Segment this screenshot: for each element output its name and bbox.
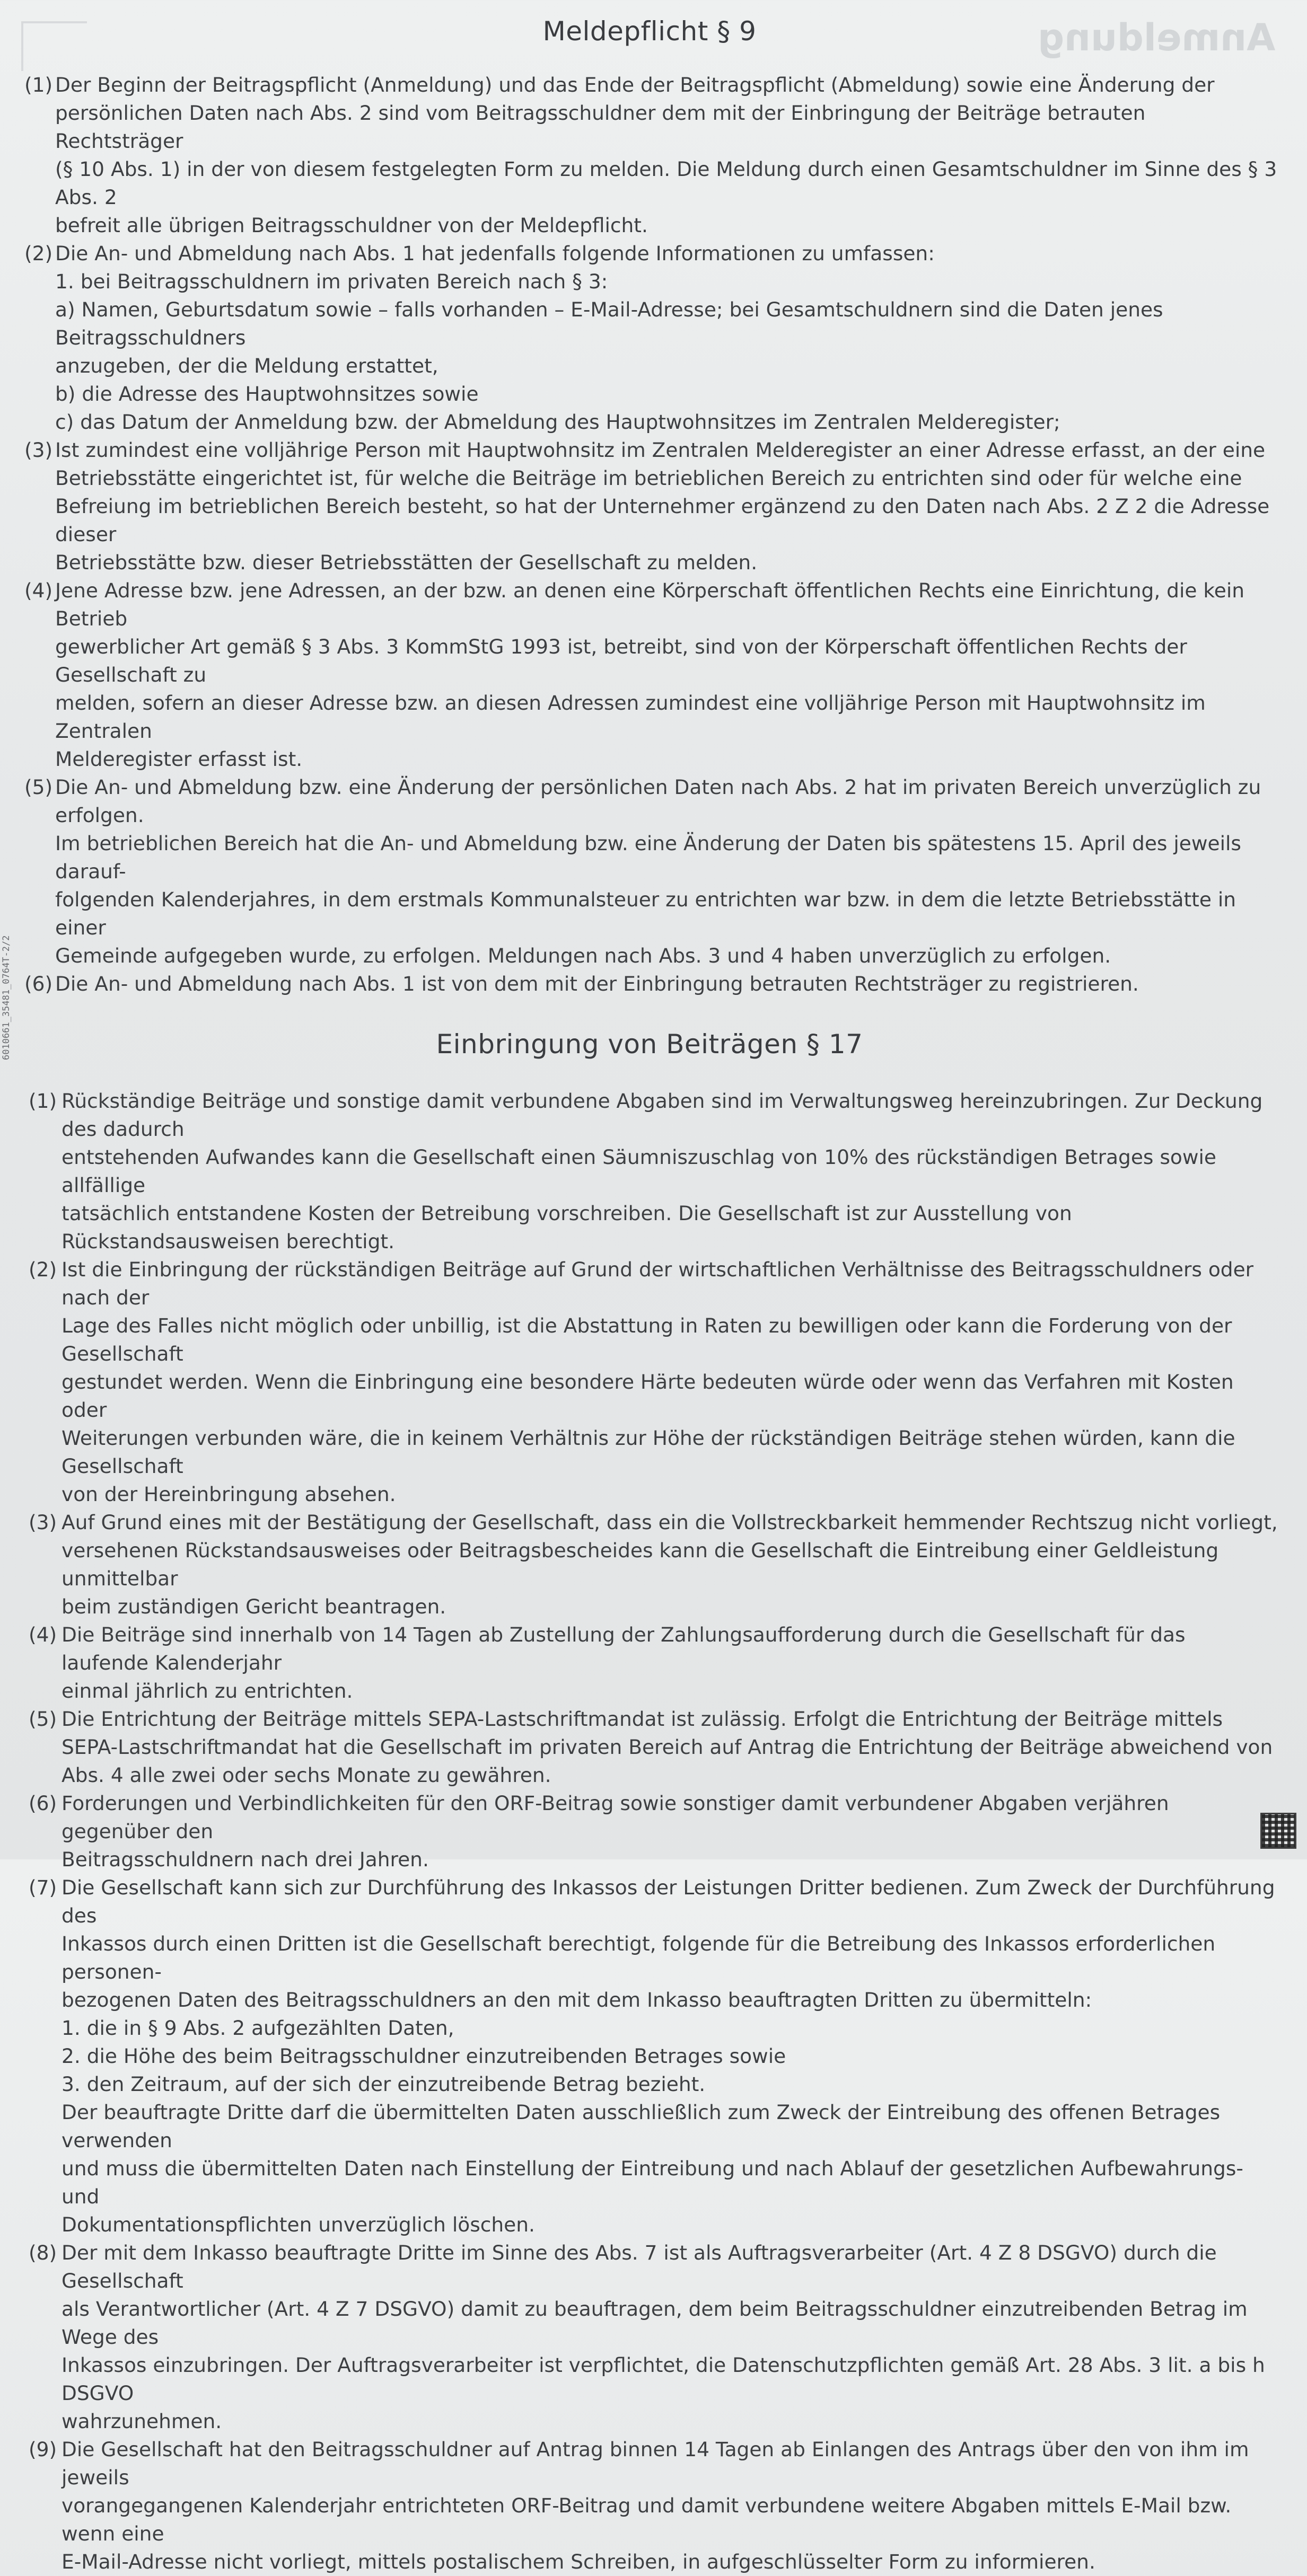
paragraph-line: Die Beiträge sind innerhalb von 14 Tagen ab Zustellung der Zahlungsaufforderung durch die Gesellschaft für das laufende Kalenderjahr <box>62 1623 1186 1674</box>
paragraph <box>21 577 1278 773</box>
section-title-meldepflicht: Meldepflicht § 9 <box>542 16 757 47</box>
paragraph <box>21 1621 1278 1705</box>
paragraph-line: 3. den Zeitraum, auf der sich der einzutreibende Betrag bezieht. <box>62 2072 706 2096</box>
paragraph-number: (2) <box>24 242 53 265</box>
paragraph-number: (1) <box>24 73 53 96</box>
paragraph-number: (2) <box>29 1258 57 1281</box>
paragraph-number: (6) <box>24 972 53 995</box>
paragraph-line: Die Gesellschaft kann sich zur Durchführung des Inkassos der Leistungen Dritter bedienen. Zum Zweck der Durchführung des <box>62 1876 1275 1927</box>
paragraph-line: Betriebsstätte eingerichtet ist, für welche die Beiträge im betrieblichen Bereich zu entrichten sind oder für welche eine <box>55 466 1242 490</box>
paragraph-line: Gemeinde aufgegeben wurde, zu erfolgen. Meldungen nach Abs. 3 und 4 haben unverzüglich zu erfolgen. <box>55 944 1111 967</box>
paragraph-line: von der Hereinbringung absehen. <box>62 1483 396 1506</box>
paragraph-line: 1. die in § 9 Abs. 2 aufgezählten Daten, <box>62 2016 454 2040</box>
paragraph-line: Auf Grund eines mit der Bestätigung der Gesellschaft, dass ein die Vollstreckbarkeit hemmender Rechtszug nicht vorliegt, <box>62 1511 1278 1534</box>
paragraph <box>21 773 1278 970</box>
paragraph-line: (§ 10 Abs. 1) in der von diesem festgelegten Form zu melden. Die Meldung durch einen Gesamtschuldner im Sinne des § 3 Abs. 2 <box>55 157 1277 209</box>
paragraph-line: Melderegister erfasst ist. <box>55 747 303 771</box>
paragraph-line: anzugeben, der die Meldung erstattet, <box>55 354 438 377</box>
side-reference-code: 6010661_35481_0764T-2/2 <box>1 935 12 1060</box>
datamatrix-code <box>1260 1813 1296 1849</box>
paragraph-line: c) das Datum der Anmeldung bzw. der Abmeldung des Hauptwohnsitzes im Zentralen Melderegister; <box>55 410 1060 434</box>
paragraph-line: Im betrieblichen Bereich hat die An- und Abmeldung bzw. eine Änderung der Daten bis spätestens 15. April des jeweils darauf- <box>55 832 1241 883</box>
paragraph-line: wahrzunehmen. <box>62 2410 222 2433</box>
paragraph-line: gestundet werden. Wenn die Einbringung eine besondere Härte bedeuten würde oder wenn das Verfahren mit Kosten oder <box>62 1370 1234 1422</box>
paragraph-line: Ist zumindest eine volljährige Person mit Hauptwohnsitz im Zentralen Melderegister an einer Adresse erfasst, an der eine <box>55 438 1266 462</box>
paragraph-line: 1. bei Beitragsschuldnern im privaten Bereich nach § 3: <box>55 270 608 293</box>
paragraph-line: melden, sofern an dieser Adresse bzw. an diesen Adressen zumindest eine volljährige Person mit Hauptwohnsitz im Zentralen <box>55 691 1206 743</box>
paragraph-line: Lage des Falles nicht möglich oder unbillig, ist die Abstattung in Raten zu bewilligen oder kann die Forderung von der Gesellschaft <box>62 1314 1232 1365</box>
paragraph-line: versehenen Rückstandsausweises oder Beitragsbescheides kann die Gesellschaft die Eintreibung einer Geldleistung unmittelbar <box>62 1539 1219 1590</box>
paragraph-line: Betriebsstätte bzw. dieser Betriebsstätten der Gesellschaft zu melden. <box>55 551 758 574</box>
paragraph-line: vorangegangenen Kalenderjahr entrichteten ORF-Beitrag und damit verbundene weitere Abgaben mittels E-Mail bzw. wenn eine <box>62 2494 1232 2545</box>
paragraph-line: Abs. 4 alle zwei oder sechs Monate zu gewähren. <box>62 1763 551 1787</box>
paragraph-line: tatsächlich entstandene Kosten der Betreibung vorschreiben. Die Gesellschaft ist zur Ausstellung von Rückstandsausweisen berechtigt. <box>62 1202 1072 1253</box>
paragraph-line: b) die Adresse des Hauptwohnsitzes sowie <box>55 382 479 405</box>
paragraph-line: Der mit dem Inkasso beauftragte Dritte im Sinne des Abs. 7 ist als Auftragsverarbeiter (Art. 4 Z 8 DSGVO) durch die Gesellschaft <box>62 2241 1217 2292</box>
paragraph <box>21 1789 1278 1874</box>
paragraph-number: (5) <box>24 775 53 799</box>
paragraph-line: a) Namen, Geburtsdatum sowie – falls vorhanden – E-Mail-Adresse; bei Gesamtschuldnern sind die Daten jenes Beitragsschuldners <box>55 298 1163 349</box>
paragraph-number: (4) <box>24 579 53 602</box>
paragraph <box>21 1705 1278 1789</box>
section-einbringung <box>21 1087 1278 2576</box>
paragraph-number: (5) <box>29 1707 57 1731</box>
paragraph-line: Die An- und Abmeldung nach Abs. 1 ist von dem mit der Einbringung betrauten Rechtsträger zu registrieren. <box>55 972 1139 995</box>
paragraph <box>21 1874 1278 2239</box>
paragraph <box>21 240 1278 436</box>
paragraph <box>21 2239 1278 2436</box>
paragraph-number: (9) <box>29 2438 57 2461</box>
paragraph-line: Die An- und Abmeldung bzw. eine Änderung der persönlichen Daten nach Abs. 2 hat im privaten Bereich unverzüglich zu erfolgen. <box>55 775 1261 827</box>
paragraph-line: Inkassos einzubringen. Der Auftragsverarbeiter ist verpflichtet, die Datenschutzpflichten gemäß Art. 28 Abs. 3 lit. a bis h DSGVO <box>62 2353 1265 2405</box>
paragraph-line: Der Beginn der Beitragspflicht (Anmeldung) und das Ende der Beitragspflicht (Abmeldung) sowie eine Änderung der <box>55 73 1215 96</box>
paragraph-line: persönlichen Daten nach Abs. 2 sind vom Beitragsschuldner dem mit der Einbringung der Beiträge betrauten Rechtsträger <box>55 101 1146 153</box>
show-through-title: Anmeldung <box>1037 16 1275 59</box>
paragraph <box>21 1087 1278 1256</box>
section-meldepflicht <box>21 71 1278 998</box>
paragraph-line: und muss die übermittelten Daten nach Einstellung der Eintreibung und nach Ablauf der gesetzlichen Aufbewahrungs- und <box>62 2157 1243 2208</box>
paragraph <box>21 970 1278 998</box>
paragraph <box>21 436 1278 577</box>
paragraph-line: Die An- und Abmeldung nach Abs. 1 hat jedenfalls folgende Informationen zu umfassen: <box>55 242 935 265</box>
paragraph-line: beim zuständigen Gericht beantragen. <box>62 1595 446 1618</box>
paragraph-line: Forderungen und Verbindlichkeiten für den ORF-Beitrag sowie sonstiger damit verbundener Abgaben verjähren gegenüber den <box>62 1792 1169 1843</box>
paragraph-number: (6) <box>29 1792 57 1815</box>
paragraph-line: Befreiung im betrieblichen Bereich besteht, so hat der Unternehmer ergänzend zu den Daten nach Abs. 2 Z 2 die Adresse dieser <box>55 495 1270 546</box>
paragraph-line: befreit alle übrigen Beitragsschuldner von der Meldepflicht. <box>55 214 648 237</box>
paragraph-number: (3) <box>29 1511 57 1534</box>
paragraph-line: Weiterungen verbunden wäre, die in keinem Verhältnis zur Höhe der rückständigen Beiträge stehen würden, kann die Gesellschaft <box>62 1426 1235 1478</box>
paragraph-number: (4) <box>29 1623 57 1646</box>
paragraph <box>21 1256 1278 1508</box>
paragraph-number: (8) <box>29 2241 57 2264</box>
paragraph-line: entstehenden Aufwandes kann die Gesellschaft einen Säumniszuschlag von 10% des rückständigen Betrages sowie allfällige <box>62 1145 1216 1197</box>
paragraph-number: (7) <box>29 1876 57 1899</box>
paragraph-line: Jene Adresse bzw. jene Adressen, an der bzw. an denen eine Körperschaft öffentlichen Rechts eine Einrichtung, die kein Betrieb <box>55 579 1245 630</box>
paragraph <box>21 2436 1278 2576</box>
paragraph-line: Ist die Einbringung der rückständigen Beiträge auf Grund der wirtschaftlichen Verhältnisse des Beitragsschuldners oder nach der <box>62 1258 1254 1309</box>
paragraph-line: Beitragsschuldnern nach drei Jahren. <box>62 1848 429 1871</box>
paragraph-line: Rückständige Beiträge und sonstige damit verbundene Abgaben sind im Verwaltungsweg hereinzubringen. Zur Deckung des dadurch <box>62 1089 1263 1141</box>
paragraph-line: Dokumentationspflichten unverzüglich löschen. <box>62 2213 535 2236</box>
section-title-einbringung: Einbringung von Beiträgen § 17 <box>436 1029 863 1060</box>
paragraph-line: E-Mail-Adresse nicht vorliegt, mittels postalischem Schreiben, in aufgeschlüsselter Form zu informieren. <box>62 2550 1095 2573</box>
paragraph-number: (1) <box>29 1089 57 1113</box>
document-content <box>21 16 1278 2576</box>
paragraph <box>21 1508 1278 1621</box>
paragraph-line: SEPA-Lastschriftmandat hat die Gesellschaft im privaten Bereich auf Antrag die Entrichtung der Beiträge abweichend von <box>62 1735 1273 1759</box>
paragraph-line: Die Gesellschaft hat den Beitragsschuldner auf Antrag binnen 14 Tagen ab Einlangen des Antrags über den von ihm im jeweils <box>62 2438 1249 2489</box>
paragraph-number: (3) <box>24 438 53 462</box>
paragraph-line: einmal jährlich zu entrichten. <box>62 1679 353 1702</box>
paragraph-line: bezogenen Daten des Beitragsschuldners an den mit dem Inkasso beauftragten Dritten zu übermitteln: <box>62 1988 1092 2012</box>
paragraph-line: 2. die Höhe des beim Beitragsschuldner einzutreibenden Betrages sowie <box>62 2044 786 2068</box>
paragraph-line: als Verantwortlicher (Art. 4 Z 7 DSGVO) damit zu beauftragen, dem beim Beitragsschuldner einzutreibenden Betrag im Wege des <box>62 2297 1248 2349</box>
paragraph-line: folgenden Kalenderjahres, in dem erstmals Kommunalsteuer zu entrichten war bzw. in dem die letzte Betriebsstätte in einer <box>55 888 1236 939</box>
paragraph <box>21 71 1278 240</box>
paragraph-line: Die Entrichtung der Beiträge mittels SEPA-Lastschriftmandat ist zulässig. Erfolgt die Entrichtung der Beiträge mittels <box>62 1707 1223 1731</box>
paragraph-line: Der beauftragte Dritte darf die übermittelten Daten ausschließlich zum Zweck der Eintreibung des offenen Betrages verwenden <box>62 2101 1221 2152</box>
paragraph-line: gewerblicher Art gemäß § 3 Abs. 3 KommStG 1993 ist, betreibt, sind von der Körperschaft öffentlichen Rechts der Gesellschaft zu <box>55 635 1187 686</box>
paragraph-line: Inkassos durch einen Dritten ist die Gesellschaft berechtigt, folgende für die Betreibung des Inkassos erforderlichen personen- <box>62 1932 1216 1983</box>
